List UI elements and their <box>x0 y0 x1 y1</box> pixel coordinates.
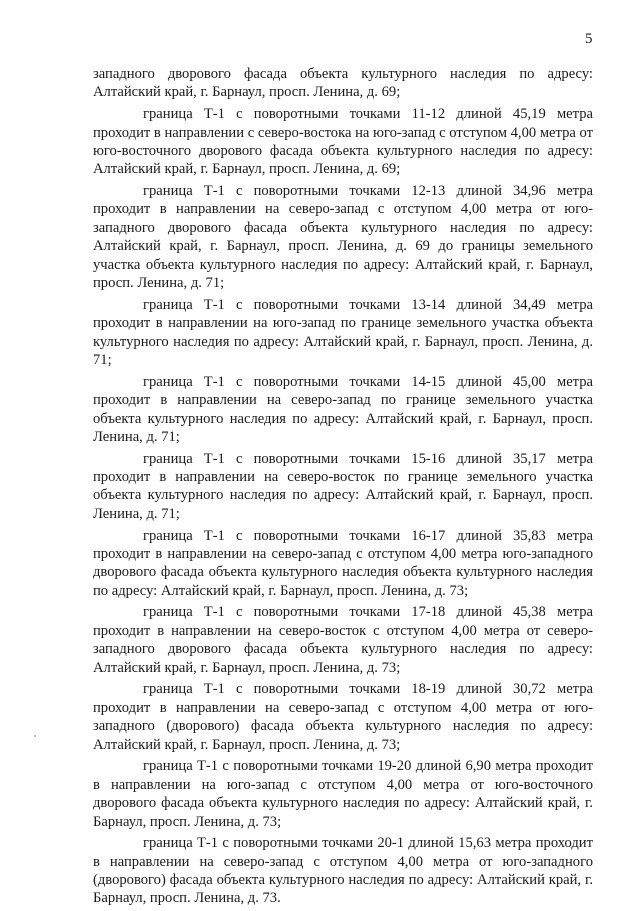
paragraph: граница Т-1 с поворотными точками 20-1 длиной 15,63 метра проходит в направлении на северо-запад с отступом 4,00 метра от юго-западного (дворового) фасада объекта культурного наследия по адресу: Алтайский край, г. Барнаул, просп. Ленина, д. 73. <box>93 835 593 907</box>
paragraph: граница Т-1 с поворотными точками 15-16 длиной 35,17 метра проходит в направлении на северо-восток по границе земельного участка объекта культурного наследия по адресу: Алтайский край, г. Барнаул, просп. Ленина, д. 71; <box>93 450 593 522</box>
paragraph: западного дворового фасада объекта культурного наследия по адресу: Алтайский край, г. Барнаул, просп. Ленина, д. 69; <box>93 66 593 101</box>
paragraph: граница Т-1 с поворотными точками 14-15 длиной 45,00 метра проходит в направлении на северо-запад по границе земельного участка объекта культурного наследия по адресу: Алтайский край, г. Барнаул, просп. Ленина, д. 71; <box>93 373 593 445</box>
margin-dot <box>34 735 36 737</box>
document-body <box>93 65 593 911</box>
paragraph: граница Т-1 с поворотными точками 19-20 длиной 6,90 метра проходит в направлении на юго-запад с отступом 4,00 метра от юго-восточного дворового фасада объекта культурного наследия по адресу: Алтайский край, г. Барнаул, просп. Ленина, д. 73; <box>93 758 593 830</box>
paragraph: граница Т-1 с поворотными точками 17-18 длиной 45,38 метра проходит в направлении на северо-восток с отступом 4,00 метра от северо-западного дворового фасада объекта культурного наследия по адресу: Алтайский край, г. Барнаул, просп. Ленина, д. 73; <box>93 604 593 676</box>
paragraph: граница Т-1 с поворотными точками 18-19 длиной 30,72 метра проходит в направлении на северо-запад с отступом 4,00 метра от юго-западного (дворового) фасада объекта культурного наследия по адресу: Алтайский край, г. Барнаул, просп. Ленина, д. 73; <box>93 681 593 753</box>
paragraph: граница Т-1 с поворотными точками 13-14 длиной 34,49 метра проходит в направлении на юго-запад по границе земельного участка объекта культурного наследия по адресу: Алтайский край, г. Барнаул, просп. Ленина, д. 71; <box>93 296 593 368</box>
paragraph: граница Т-1 с поворотными точками 16-17 длиной 35,83 метра проходит в направлении на северо-запад с отступом 4,00 метра юго-западного дворового фасада объекта культурного наследия объекта культурного наследия по адресу: Алтайский край, г. Барнаул, просп. Ленина, д. 73; <box>93 527 593 599</box>
page-number: 5 <box>585 31 593 47</box>
paragraph: граница Т-1 с поворотными точками 11-12 длиной 45,19 метра проходит в направлении с северо-востока на юго-запад с отступом 4,00 метра от юго-восточного дворового фасада объекта культурного наследия по адресу: Алтайский край, г. Барнаул, просп. Ленина, д. 69; <box>93 106 593 178</box>
paragraph: граница Т-1 с поворотными точками 12-13 длиной 34,96 метра проходит в направлении на северо-запад с отступом 4,00 метра от юго-западного дворового фасада объекта культурного наследия по адресу: Алтайский край, г. Барнаул, просп. Ленина, д. 69 до границы земельного участка объекта культурного наследия по адресу: Алтайский край, г. Барнаул, просп. Ленина, д. 71; <box>93 183 593 292</box>
